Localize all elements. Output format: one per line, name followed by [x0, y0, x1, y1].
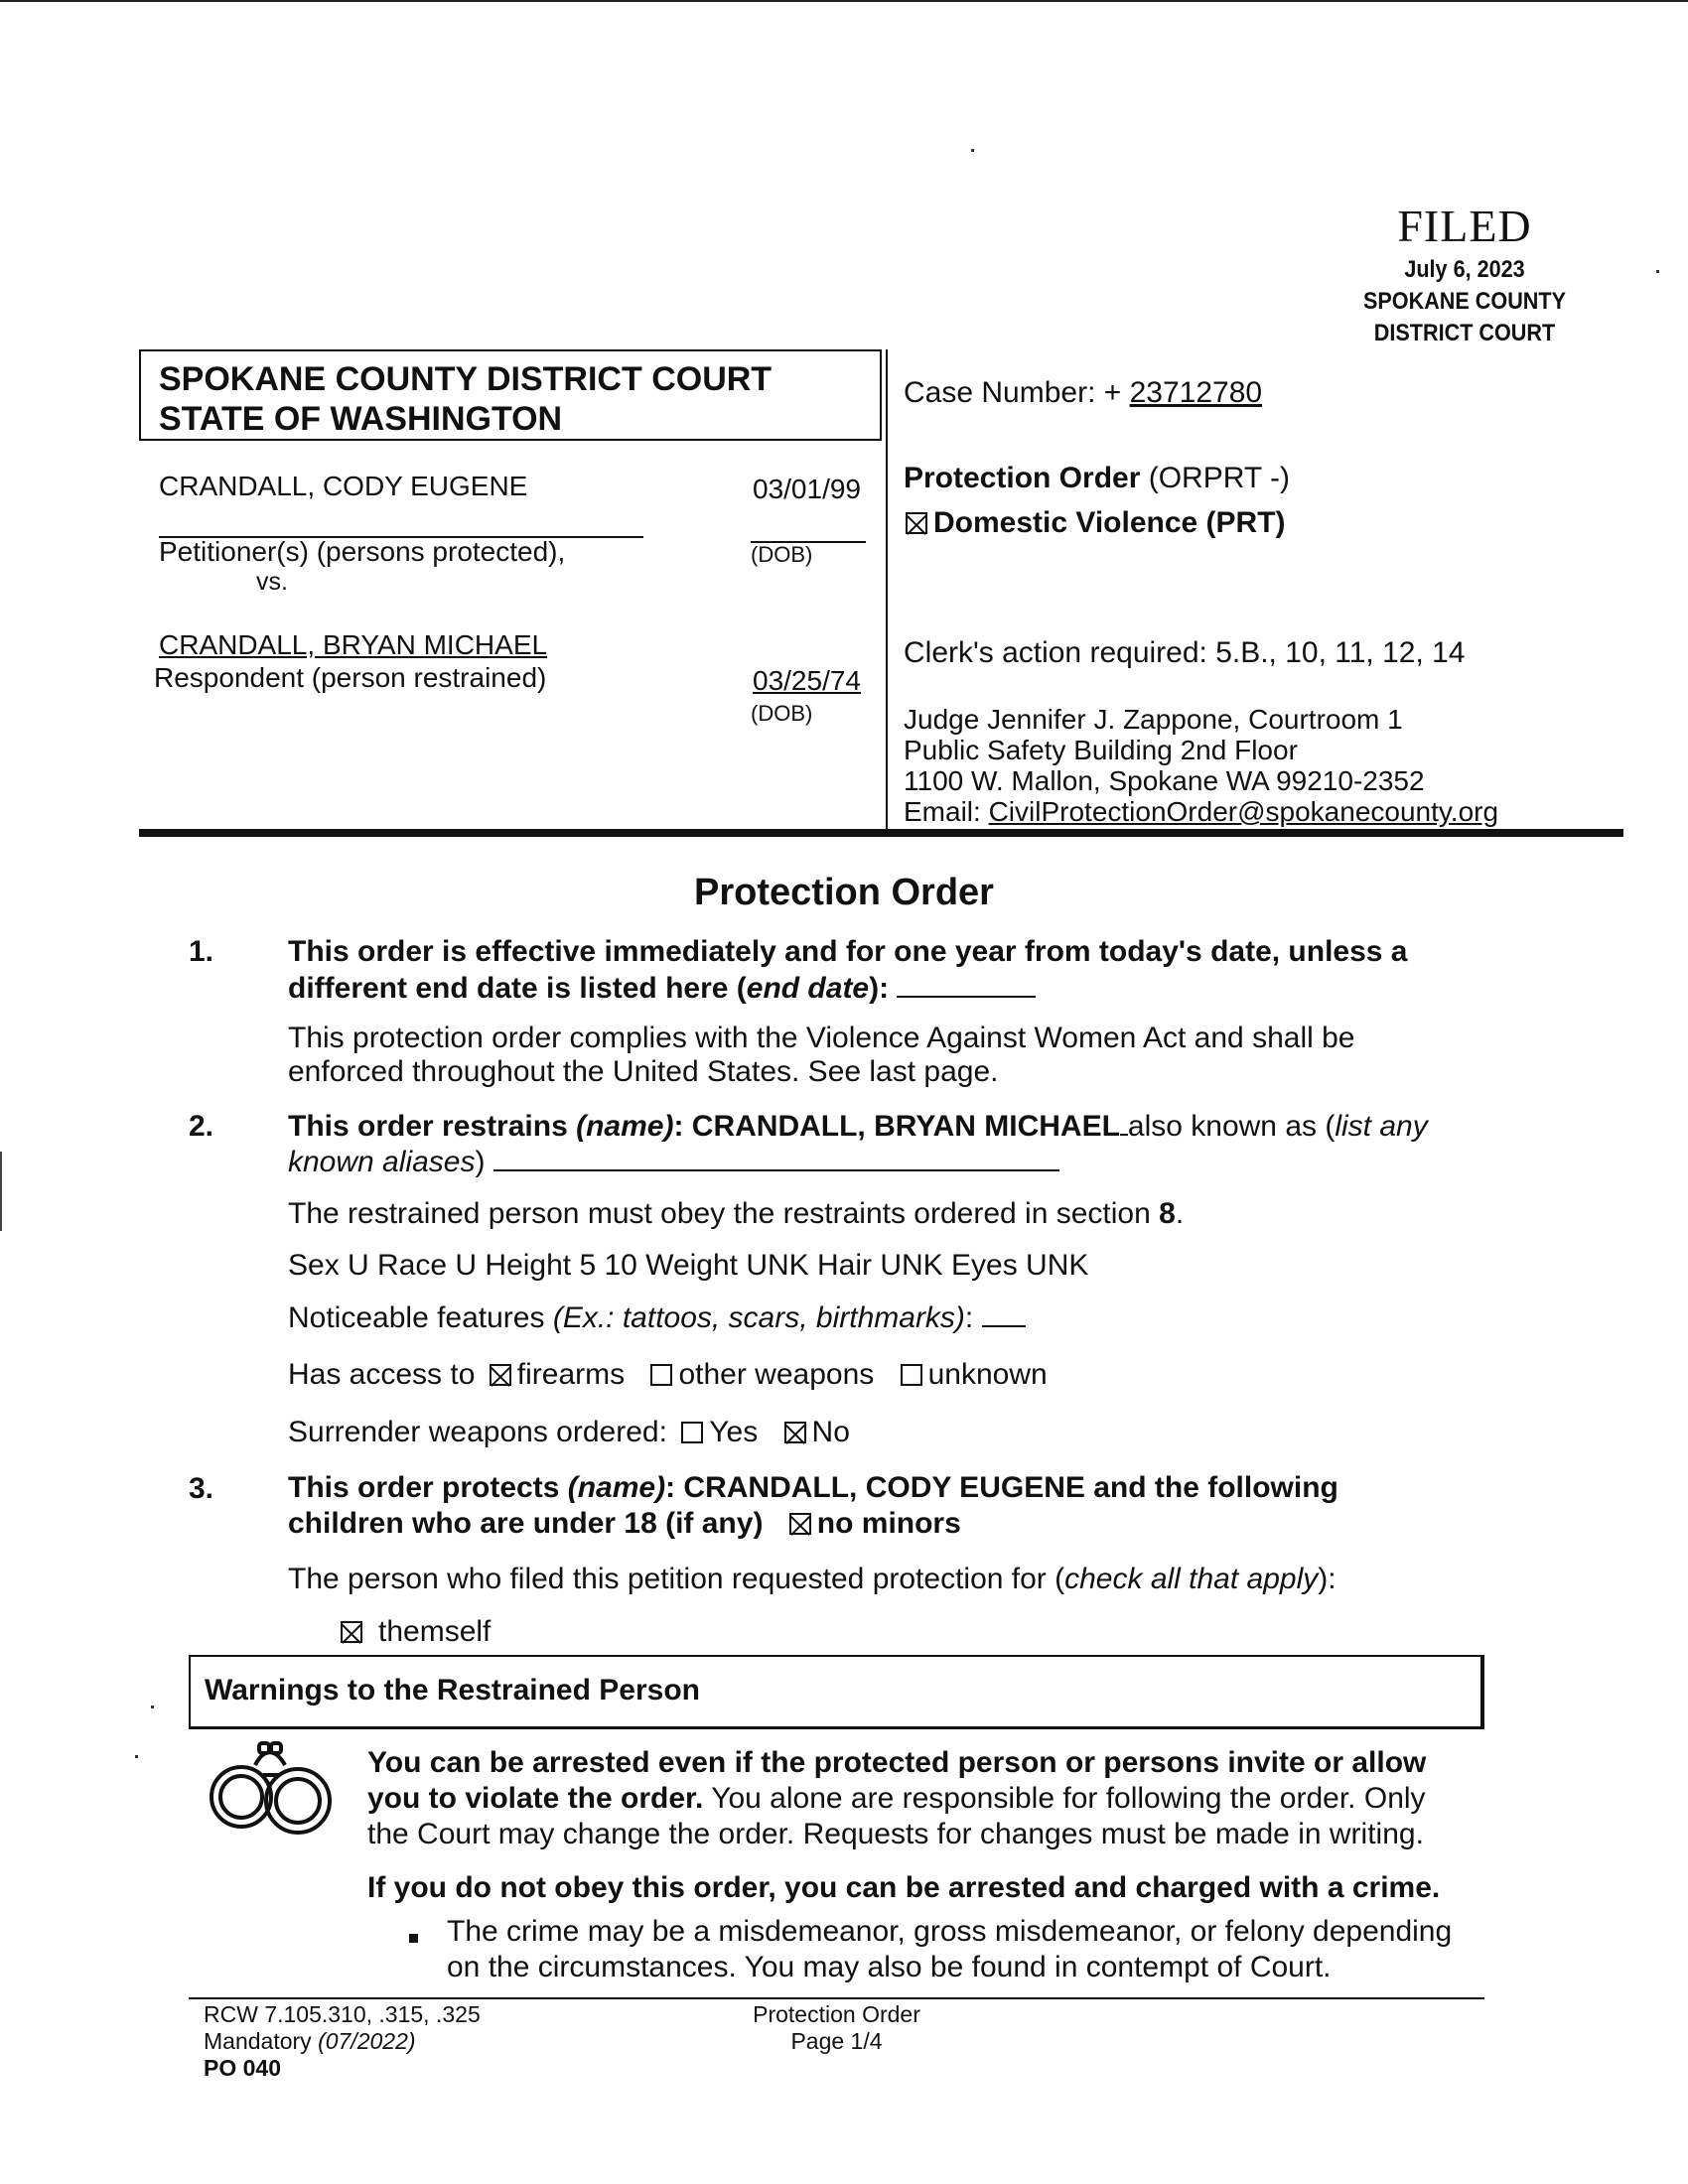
vawa-paragraph	[288, 1022, 1354, 1089]
protected-name: : CRANDALL, CODY EUGENE and the following	[665, 1471, 1338, 1504]
firearms-label: firearms	[516, 1358, 626, 1391]
surrender-no-label: No	[811, 1416, 850, 1448]
section-1-number: 1.	[189, 935, 214, 968]
petitioner-name: CRANDALL, CODY EUGENE	[159, 471, 528, 501]
filed-stamp-date: July 6, 2023	[1404, 256, 1525, 283]
no-minors-checkbox[interactable]	[789, 1513, 811, 1535]
petitioner-label: Petitioner(s) (persons protected),	[159, 536, 566, 567]
other-weapons-checkbox[interactable]	[650, 1364, 672, 1386]
section-1-line2: different end date is listed here (end date):	[288, 970, 1408, 1007]
order-type-code: (ORPRT -)	[1140, 462, 1290, 494]
filed-stamp-title: FILED	[1397, 201, 1532, 251]
section-3-number: 3.	[189, 1472, 214, 1505]
warning-line2: you to violate the order. You alone are responsible for following the order. Only	[367, 1782, 1426, 1815]
court-title	[159, 359, 772, 439]
footer-page-number: Page 1/4	[790, 2028, 883, 2054]
section-3-line1: This order protects (name): CRANDALL, CODY EUGENE and the following	[288, 1471, 1338, 1504]
building-line: Public Safety Building 2nd Floor	[904, 735, 1298, 765]
versus-label: vs.	[256, 568, 288, 596]
weapons-access-row	[288, 1357, 1048, 1393]
physical-description: Sex U Race U Height 5 10 Weight UNK Hair UNK Eyes UNK	[288, 1249, 1089, 1282]
clerk-action: Clerk's action required: 5.B., 10, 11, 12, 14	[904, 636, 1466, 669]
respondent-dob-label: (DOB)	[751, 701, 813, 726]
restrained-name: : CRANDALL, BRYAN MICHAEL	[673, 1110, 1120, 1143]
order-type	[904, 462, 1290, 495]
warning-line1: You can be arrested even if the protected person or persons invite or allow	[367, 1746, 1427, 1779]
scan-speck	[151, 1706, 154, 1708]
order-type-label: Protection Order	[904, 462, 1141, 494]
end-date-label: end date	[746, 972, 870, 1005]
case-number-label: Case Number: +	[904, 376, 1130, 409]
surrender-label: Surrender weapons ordered:	[288, 1416, 667, 1448]
noticeable-features: Noticeable features (Ex.: tattoos, scars, birthmarks):	[288, 1299, 1026, 1336]
firearms-checkbox[interactable]	[490, 1364, 511, 1386]
dv-label: Domestic Violence (PRT)	[933, 506, 1286, 539]
section-3-heading	[288, 1470, 1338, 1542]
judge-block	[904, 704, 1498, 827]
section-2-line2: known aliases)	[288, 1144, 1428, 1179]
features-field[interactable]	[982, 1299, 1026, 1327]
bullet-marker	[409, 1930, 418, 1948]
section-1-line1: This order is effective immediately and for one year from today's date, unless a	[288, 935, 1408, 968]
court-name: SPOKANE COUNTY DISTRICT COURT	[159, 360, 773, 398]
warnings-title: Warnings to the Restrained Person	[205, 1674, 700, 1706]
footer-rcw: RCW 7.105.310, .315, .325	[204, 2001, 481, 2027]
filed-stamp	[1331, 199, 1599, 349]
respondent-dob: 03/25/74	[753, 665, 861, 696]
scan-speck	[135, 1755, 138, 1758]
dv-checkbox[interactable]	[906, 512, 927, 534]
section-2-heading	[288, 1110, 1428, 1179]
unknown-checkbox[interactable]	[901, 1364, 922, 1386]
judge-line: Judge Jennifer J. Zappone, Courtroom 1	[904, 704, 1403, 735]
footer-center	[695, 2001, 978, 2055]
respondent-name: CRANDALL, BRYAN MICHAEL	[159, 629, 548, 660]
section-1-heading	[288, 934, 1408, 1007]
themself-label: themself	[378, 1615, 492, 1648]
case-number-value: 23712780	[1129, 376, 1263, 409]
case-number	[904, 376, 1262, 410]
petitioner-dob: 03/01/99	[753, 474, 861, 504]
restraints-line: The restrained person must obey the restraints ordered in section 8.	[288, 1197, 1185, 1230]
warning-bullet	[447, 1914, 1452, 1985]
scan-speck	[1656, 270, 1659, 273]
unknown-label: unknown	[927, 1358, 1048, 1391]
no-minors-label: no minors	[816, 1507, 961, 1540]
surrender-yes-checkbox[interactable]	[681, 1422, 703, 1443]
other-weapons-label: other weapons	[678, 1358, 875, 1391]
dv-checkbox-row	[906, 506, 1286, 540]
warning-paragraph-1	[367, 1745, 1426, 1852]
warning-paragraph-2: If you do not obey this order, you can be arrested and charged with a crime.	[367, 1871, 1441, 1904]
surrender-no-checkbox[interactable]	[784, 1422, 806, 1443]
vawa-line2: enforced throughout the United States. See last page.	[288, 1055, 999, 1088]
footer-left	[204, 2001, 481, 2082]
scan-edge-mark	[0, 1152, 2, 1231]
vawa-line1: This protection order complies with the Violence Against Women Act and shall be	[288, 1022, 1355, 1054]
court-state: STATE OF WASHINGTON	[159, 400, 563, 438]
caption-bottom-rule	[139, 829, 1623, 837]
respondent-label: Respondent (person restrained)	[154, 662, 547, 693]
document-title: Protection Order	[694, 872, 994, 913]
end-date-field[interactable]	[897, 970, 1036, 998]
section-2-number: 2.	[189, 1110, 214, 1143]
email-link[interactable]: CivilProtectionOrder@spokanecounty.org	[988, 796, 1499, 827]
email-line	[904, 796, 1498, 827]
section-2-line1: This order restrains (name): CRANDALL, BRYAN MICHAEL also known as (list any	[288, 1110, 1428, 1143]
surrender-yes-label: Yes	[709, 1416, 759, 1448]
access-label: Has access to	[288, 1358, 476, 1391]
section-3-line2: children who are under 18 (if any) no minors	[288, 1507, 961, 1540]
filed-stamp-court: DISTRICT COURT	[1373, 320, 1556, 346]
caption-divider	[886, 349, 888, 829]
surrender-weapons-row	[288, 1415, 850, 1450]
themself-checkbox[interactable]	[341, 1621, 362, 1643]
warning-bullet-line2: on the circumstances. You may also be found in contempt of Court.	[447, 1951, 1332, 1983]
filed-for-line: The person who filed this petition requested protection for (check all that apply):	[288, 1563, 1336, 1595]
footer-rule	[189, 1997, 1484, 1999]
themself-row	[341, 1614, 491, 1650]
footer-title: Protection Order	[753, 2001, 920, 2027]
address-line: 1100 W. Mallon, Spokane WA 99210-2352	[904, 765, 1425, 796]
filed-stamp-county: SPOKANE COUNTY	[1362, 288, 1567, 315]
footer-form-number: PO 040	[204, 2055, 281, 2081]
handcuffs-icon	[204, 1735, 338, 1840]
scan-top-edge	[0, 0, 1688, 2]
petitioner-dob-label: (DOB)	[751, 542, 813, 567]
warning-line3: the Court may change the order. Requests for changes must be made in writing.	[367, 1818, 1424, 1850]
warning-bullet-line1: The crime may be a misdemeanor, gross misdemeanor, or felony depending	[447, 1915, 1453, 1948]
scan-speck	[971, 149, 974, 152]
aliases-field[interactable]	[493, 1144, 1059, 1171]
email-label: Email:	[904, 796, 989, 827]
footer-mandatory: Mandatory (07/2022)	[204, 2028, 416, 2054]
